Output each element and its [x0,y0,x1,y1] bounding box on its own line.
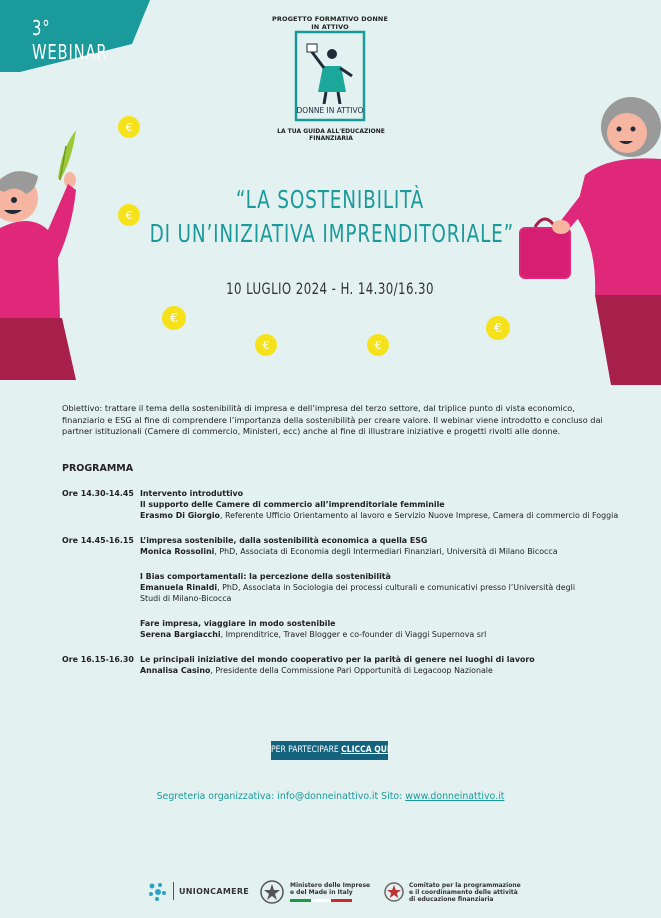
slot-time: Ore 16.15-16.30 [62,655,134,664]
program-slot [62,571,622,605]
program-slot [62,618,622,640]
program-slot [62,654,622,676]
coin-icon [118,204,140,226]
speaker-name: Emanuela Rinaldi [140,583,218,593]
woman-right-illustration [515,95,661,385]
ministry-line-1: Ministero delle Imprese [290,882,371,889]
speaker-role: , Imprenditrice, Travel Blogger e co-founder di Viaggi Supernova srl [220,630,487,640]
slot-title: Le principali iniziative del mondo cooperativo per la parità di genere nei luoghi di lavoro [140,655,535,664]
slot-title: Intervento introduttivo [140,489,244,498]
title-line-2: DI UN’INIZIATIVA IMPRENDITORIALE” [149,219,515,248]
italian-emblem-icon [260,879,284,905]
svg-text:€: € [170,311,178,325]
slot-title: Fare impresa, viaggiare in modo sostenibile [140,619,336,628]
speaker-name: Annalisa Casino [140,666,211,676]
slot-title: L’impresa sostenibile, dalla sostenibilità economica a quella ESG [140,536,428,545]
speaker-name: Monica Rossolini [140,547,215,557]
svg-text:€: € [494,321,502,335]
svg-text:€: € [125,209,133,222]
objective-paragraph: Obiettivo: trattare il tema della sostenibilità di impresa e dell’impresa del terzo settore, dal triplice punto di vista economico, finanziario e ESG al fine di comprendere l’importanza della sostenibilità per creare valore. Il webinar viene introdotto e concluso dai partner istituzionali (Camere di commercio, Ministeri, ecc) anche al fine di illustrare iniziative e progetti rivolti alle donne. [62,403,603,437]
coin-icon [255,334,277,356]
speaker-role: , Presidente della Commissione Pari Opportunità di Legacoop Nazionale [210,666,493,676]
svg-text:€: € [125,121,133,134]
svg-text:€: € [374,339,382,352]
webinar-title [149,183,515,251]
webinar-number: 3° WEBINAR [32,16,108,64]
title-line-1: “LA SOSTENIBILITÀ [235,185,425,214]
committee-line-1: Comitato per la programmazione [409,881,521,889]
speaker-role: , Referente Ufficio Orientamento al lavoro e Servizio Nuove Imprese, Camera di commercio di Foggia [219,511,619,521]
click-here-link[interactable]: CLICCA QUI [341,745,390,755]
program-heading: PROGRAMMA [62,463,134,474]
ministry-logo [260,879,370,905]
logo-pretitle: PROGETTO FORMATIVO DONNE IN ATTIVO [271,15,389,31]
program-slot [62,488,622,522]
committee-line-3: di educazione finanziaria [409,895,494,903]
secretariat-label: Segreteria organizzativa: info@donneinattivo.it Sito: [156,791,406,802]
unioncamere-mark-icon [146,880,168,902]
donne-in-attivo-logo [294,30,366,122]
coin-icon [367,334,389,356]
speaker-role: , PhD, Associata in Sociologia dei processi culturali e comunicativi presso l’Università degli Studi di Milano-Bicocca [140,583,576,604]
coin-icon [162,306,186,330]
corner-banner [0,0,150,72]
committee-logo [384,881,521,903]
logo-name: DONNE IN ATTIVO [296,106,364,115]
webinar-date: 10 LUGLIO 2024 - H. 14.30/16.30 [226,279,434,298]
cta-prefix: PER PARTECIPARE [271,745,342,755]
committee-line-2: e il coordinamento delle attività [409,888,518,896]
logo-tagline: LA TUA GUIDA ALL'EDUCAZIONE FINANZIARIA [277,128,385,142]
slot-time: Ore 14.45-16.15 [62,536,134,545]
woman-left-illustration [0,118,80,383]
svg-text:€: € [262,339,270,352]
coin-icon [486,316,510,340]
unioncamere-logo [146,880,249,902]
speaker-name: Serena Bargiacchi [140,630,221,640]
participate-button[interactable] [271,741,388,760]
website-link[interactable]: www.donneinattivo.it [405,791,505,802]
italian-emblem-icon [384,881,404,903]
organizing-secretariat [0,791,661,802]
program-slot [62,535,622,557]
coin-icon [118,116,140,138]
speaker-role: , PhD, Associata di Economia degli Intermediari Finanziari, Università di Milano Bicocca [214,547,558,557]
slot-subtitle: Il supporto delle Camere di commercio all’imprenditoriale femminile [140,500,445,510]
unioncamere-label: UNIONCAMERE [179,886,250,896]
ministry-line-2: e del Made in Italy [290,889,353,896]
slot-time: Ore 14.30-14.45 [62,489,134,498]
slot-title: I Bias comportamentali: la percezione della sostenibilità [140,572,391,581]
italian-flag-stripe [290,899,352,902]
speaker-name: Erasmo Di Giorgio [140,511,220,521]
